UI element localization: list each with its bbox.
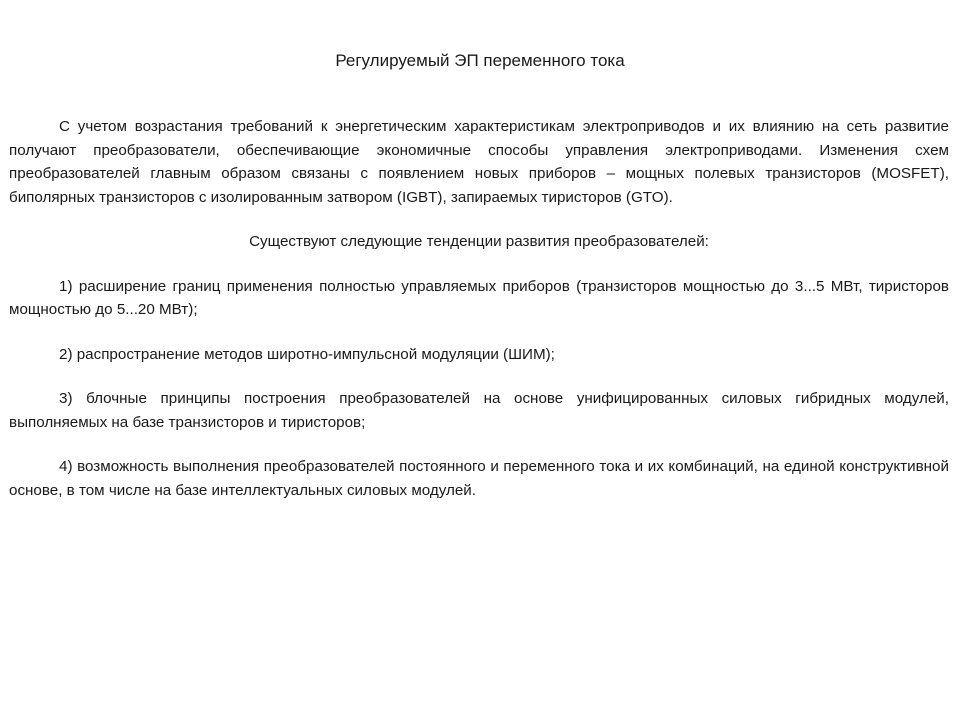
trend-item-4: 4) возможность выполнения преобразователей постоянного и переменного тока и их комбинаций, на единой конструктивной основе, в том числе на базе интеллектуальных силовых модулей. (9, 458, 949, 499)
slide-title: Регулируемый ЭП переменного тока (335, 51, 625, 70)
trend-item-3: 3) блочные принципы построения преобразователей на основе унифицированных силовых гибридных модулей, выполняемых на базе транзисторов и тиристоров; (9, 390, 949, 431)
trends-heading: Существуют следующие тенденции развития преобразователей: (249, 233, 709, 250)
trend-item-2: 2) распространение методов широтно-импульсной модуляции (ШИМ); (59, 345, 555, 363)
intro-paragraph: С учетом возрастания требований к энергетическим характеристикам электроприводов и их влиянию на сеть развитие получают преобразователи, обеспечивающие экономичные способы управления электроприводами. Изменения схем преобразователей главным образом связаны с появлением новых приборов – мощных полевых транзисторов (MOSFET), биполярных транзисторов с изолированным затвором (IGBT), запираемых тиристоров (GTO). (9, 118, 949, 206)
trend-item-1: 1) расширение границ применения полностью управляемых приборов (транзисторов мощностью до 3...5 МВт, тиристоров мощностью до 5...20 МВт); (9, 277, 949, 318)
slide-body (9, 115, 949, 502)
